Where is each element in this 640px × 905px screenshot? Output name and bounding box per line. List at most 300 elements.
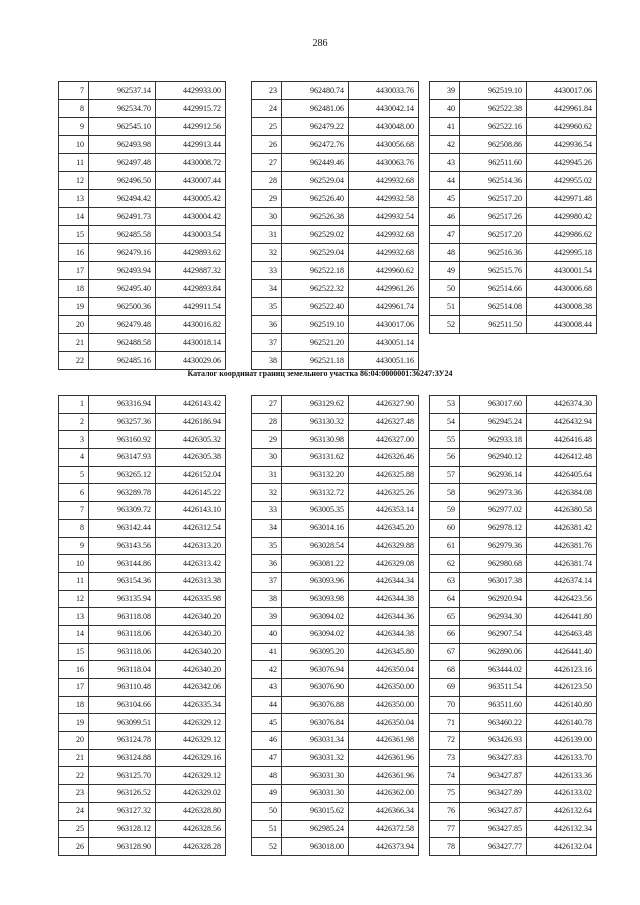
coord-y: 4430017.06: [349, 316, 419, 334]
coord-y: 4426145.22: [156, 484, 226, 502]
coord-x: 962491.73: [89, 208, 156, 226]
point-number: 40: [430, 100, 460, 118]
point-number: 27: [252, 154, 282, 172]
point-number: 47: [430, 226, 460, 244]
point-number: 26: [252, 136, 282, 154]
coord-x: 963076.90: [282, 679, 349, 697]
table-row: [252, 537, 419, 555]
coord-y: 4429961.74: [349, 298, 419, 316]
coord-y: 4426350.00: [349, 696, 419, 714]
coord-x: 962500.36: [89, 298, 156, 316]
table-row: [59, 502, 226, 520]
coord-y: 4426361.96: [349, 749, 419, 767]
coord-x: 962945.24: [460, 413, 527, 431]
coord-y: 4426143.42: [156, 396, 226, 414]
point-number: 12: [59, 172, 89, 190]
coord-y: 4430008.44: [527, 316, 597, 334]
point-number: 33: [252, 502, 282, 520]
table-row: [430, 537, 597, 555]
coord-y: 4426381.42: [527, 519, 597, 537]
point-number: 27: [252, 396, 282, 414]
point-number: 15: [59, 643, 89, 661]
point-number: 59: [430, 502, 460, 520]
coord-x: 963118.06: [89, 643, 156, 661]
point-number: 69: [430, 679, 460, 697]
point-number: 29: [252, 431, 282, 449]
coord-x: 963316.94: [89, 396, 156, 414]
table-row: [430, 449, 597, 467]
table-row: [430, 608, 597, 626]
point-number: 10: [59, 136, 89, 154]
coord-x: 963093.96: [282, 572, 349, 590]
coord-x: 963031.32: [282, 749, 349, 767]
coord-x: 962545.10: [89, 118, 156, 136]
coord-x: 963426.93: [460, 732, 527, 750]
point-number: 39: [252, 608, 282, 626]
table-row: [430, 82, 597, 100]
coord-y: 4426133.02: [527, 785, 597, 803]
point-number: 44: [430, 172, 460, 190]
coord-x: 963511.60: [460, 696, 527, 714]
table-row: [430, 226, 597, 244]
table-row: [252, 82, 419, 100]
coord-y: 4426353.14: [349, 502, 419, 520]
point-number: 13: [59, 608, 89, 626]
table-row: [59, 679, 226, 697]
coord-x: 963132.72: [282, 484, 349, 502]
table-row: [59, 767, 226, 785]
table-row: [430, 625, 597, 643]
coord-x: 963028.54: [282, 537, 349, 555]
point-number: 23: [252, 82, 282, 100]
coord-y: 4426340.20: [156, 608, 226, 626]
coord-y: 4429960.62: [527, 118, 597, 136]
table-row: [430, 431, 597, 449]
point-number: 21: [59, 749, 89, 767]
point-number: 30: [252, 208, 282, 226]
point-number: 68: [430, 661, 460, 679]
table-row: [59, 413, 226, 431]
point-number: 35: [252, 298, 282, 316]
table-row: [59, 172, 226, 190]
coord-y: 4430051.16: [349, 352, 419, 370]
point-number: 34: [252, 519, 282, 537]
coord-y: 4426329.12: [156, 767, 226, 785]
catalog-caption: Каталог координат границ земельного участка 86:04:0000001:36247:ЗУ24: [187, 369, 453, 378]
point-number: 71: [430, 714, 460, 732]
table-row: [59, 643, 226, 661]
coord-x: 962979.36: [460, 537, 527, 555]
table-row: [59, 572, 226, 590]
point-number: 14: [59, 625, 89, 643]
point-number: 77: [430, 820, 460, 838]
table-row: [430, 172, 597, 190]
coord-x: 963031.34: [282, 732, 349, 750]
coord-y: 4429945.26: [527, 154, 597, 172]
coord-y: 4426328.28: [156, 838, 226, 856]
point-number: 67: [430, 643, 460, 661]
coord-y: 4426380.58: [527, 502, 597, 520]
point-number: 18: [59, 696, 89, 714]
coord-y: 4426362.00: [349, 785, 419, 803]
coord-y: 4426374.14: [527, 572, 597, 590]
table-row: [59, 466, 226, 484]
table-row: [252, 590, 419, 608]
coord-x: 962522.16: [460, 118, 527, 136]
coord-y: 4426139.00: [527, 732, 597, 750]
coord-y: 4426140.78: [527, 714, 597, 732]
coord-y: 4426313.20: [156, 537, 226, 555]
coord-y: 4426423.56: [527, 590, 597, 608]
table-row: [252, 608, 419, 626]
point-number: 51: [252, 820, 282, 838]
coord-y: 4430016.82: [156, 316, 226, 334]
coord-y: 4430005.42: [156, 190, 226, 208]
table-row: [59, 352, 226, 370]
coord-x: 962522.38: [460, 100, 527, 118]
table-row: [430, 396, 597, 414]
coord-x: 962511.60: [460, 154, 527, 172]
coord-x: 963125.70: [89, 767, 156, 785]
point-number: 29: [252, 190, 282, 208]
table-row: [430, 661, 597, 679]
coord-x: 962514.08: [460, 298, 527, 316]
table-row: [59, 82, 226, 100]
table-row: [252, 280, 419, 298]
point-number: 37: [252, 572, 282, 590]
coord-y: 4426133.36: [527, 767, 597, 785]
point-number: 70: [430, 696, 460, 714]
coord-y: 4430003.54: [156, 226, 226, 244]
coord-y: 4426335.98: [156, 590, 226, 608]
point-number: 24: [252, 100, 282, 118]
coord-x: 963104.66: [89, 696, 156, 714]
coord-x: 962933.18: [460, 431, 527, 449]
coord-x: 962511.50: [460, 316, 527, 334]
point-number: 42: [252, 661, 282, 679]
coord-y: 4429887.32: [156, 262, 226, 280]
table-row: [430, 280, 597, 298]
coord-x: 963081.22: [282, 555, 349, 573]
coord-table-1-col-a: [58, 81, 226, 370]
coord-y: 4426344.38: [349, 625, 419, 643]
point-number: 34: [252, 280, 282, 298]
coord-x: 963460.22: [460, 714, 527, 732]
coord-x: 963135.94: [89, 590, 156, 608]
coord-y: 4426350.04: [349, 714, 419, 732]
coord-y: 4426345.20: [349, 519, 419, 537]
table-row: [252, 820, 419, 838]
point-number: 58: [430, 484, 460, 502]
coord-y: 4429995.18: [527, 244, 597, 262]
point-number: 12: [59, 590, 89, 608]
table-row: [59, 625, 226, 643]
coord-y: 4430029.06: [156, 352, 226, 370]
coord-x: 962449.46: [282, 154, 349, 172]
coord-x: 962485.16: [89, 352, 156, 370]
coord-x: 962517.26: [460, 208, 527, 226]
table-row: [59, 590, 226, 608]
table-row: [252, 572, 419, 590]
point-number: 56: [430, 449, 460, 467]
table-row: [59, 208, 226, 226]
point-number: 41: [252, 643, 282, 661]
point-number: 42: [430, 136, 460, 154]
coord-x: 963142.44: [89, 519, 156, 537]
coord-x: 962907.54: [460, 625, 527, 643]
coord-x: 963124.88: [89, 749, 156, 767]
coord-x: 963132.20: [282, 466, 349, 484]
coord-x: 962517.20: [460, 190, 527, 208]
table-row: [252, 190, 419, 208]
point-number: 39: [430, 82, 460, 100]
table-row: [252, 100, 419, 118]
point-number: 52: [252, 838, 282, 856]
point-number: 24: [59, 802, 89, 820]
table-row: [252, 208, 419, 226]
point-number: 60: [430, 519, 460, 537]
table-row: [59, 608, 226, 626]
table-row: [430, 643, 597, 661]
coord-y: 4426412.48: [527, 449, 597, 467]
coord-x: 962517.20: [460, 226, 527, 244]
table-row: [430, 244, 597, 262]
coord-x: 963144.86: [89, 555, 156, 573]
coord-y: 4430001.54: [527, 262, 597, 280]
point-number: 5: [59, 466, 89, 484]
point-number: 1: [59, 396, 89, 414]
coord-x: 963095.20: [282, 643, 349, 661]
coord-x: 963511.54: [460, 679, 527, 697]
table-row: [59, 732, 226, 750]
coord-x: 962977.02: [460, 502, 527, 520]
table-row: [252, 352, 419, 370]
coord-x: 962516.36: [460, 244, 527, 262]
table-row: [59, 519, 226, 537]
coord-y: 4426372.58: [349, 820, 419, 838]
table-row: [430, 208, 597, 226]
coord-x: 963118.06: [89, 625, 156, 643]
coord-x: 962521.18: [282, 352, 349, 370]
coord-y: 4429932.54: [349, 208, 419, 226]
table-row: [59, 136, 226, 154]
coord-y: 4426416.48: [527, 431, 597, 449]
coord-x: 963427.87: [460, 802, 527, 820]
point-number: 20: [59, 316, 89, 334]
coord-x: 963076.94: [282, 661, 349, 679]
coord-y: 4429913.44: [156, 136, 226, 154]
coord-y: 4426340.20: [156, 643, 226, 661]
point-number: 17: [59, 262, 89, 280]
point-number: 16: [59, 661, 89, 679]
table-row: [430, 679, 597, 697]
coord-y: 4426305.32: [156, 431, 226, 449]
point-number: 31: [252, 466, 282, 484]
table-row: [252, 661, 419, 679]
coord-x: 962519.10: [460, 82, 527, 100]
point-number: 10: [59, 555, 89, 573]
coord-x: 962479.16: [89, 244, 156, 262]
coord-y: 4426313.38: [156, 572, 226, 590]
point-number: 43: [430, 154, 460, 172]
table-row: [252, 519, 419, 537]
coord-y: 4429980.42: [527, 208, 597, 226]
coord-table-2-col-b: [251, 395, 419, 856]
point-number: 53: [430, 396, 460, 414]
point-number: 49: [252, 785, 282, 803]
point-number: 54: [430, 413, 460, 431]
coord-x: 963005.35: [282, 502, 349, 520]
coord-y: 4426329.88: [349, 537, 419, 555]
table-row: [430, 749, 597, 767]
table-row: [252, 466, 419, 484]
table-row: [430, 502, 597, 520]
table-row: [252, 838, 419, 856]
point-number: 64: [430, 590, 460, 608]
point-number: 28: [252, 172, 282, 190]
table-row: [252, 749, 419, 767]
point-number: 36: [252, 555, 282, 573]
coord-y: 4426143.10: [156, 502, 226, 520]
point-number: 19: [59, 298, 89, 316]
coord-x: 962494.42: [89, 190, 156, 208]
coord-x: 963094.02: [282, 625, 349, 643]
point-number: 4: [59, 449, 89, 467]
coord-x: 962514.66: [460, 280, 527, 298]
coord-x: 962495.40: [89, 280, 156, 298]
coord-x: 963031.30: [282, 767, 349, 785]
table-row: [430, 484, 597, 502]
coord-y: 4429932.68: [349, 226, 419, 244]
coord-x: 962890.06: [460, 643, 527, 661]
point-number: 38: [252, 352, 282, 370]
coord-x: 963427.89: [460, 785, 527, 803]
point-number: 6: [59, 484, 89, 502]
coord-y: 4426373.94: [349, 838, 419, 856]
point-number: 74: [430, 767, 460, 785]
coord-y: 4429936.54: [527, 136, 597, 154]
coord-y: 4426325.26: [349, 484, 419, 502]
coord-x: 962472.76: [282, 136, 349, 154]
coord-x: 962980.68: [460, 555, 527, 573]
coord-y: 4426132.04: [527, 838, 597, 856]
coord-x: 963093.98: [282, 590, 349, 608]
coord-table-1-col-c: [429, 81, 597, 334]
coord-table-2-col-c: [429, 395, 597, 856]
table-row: [252, 785, 419, 803]
table-row: [430, 466, 597, 484]
table-row: [252, 136, 419, 154]
point-number: 38: [252, 590, 282, 608]
coord-x: 963427.85: [460, 820, 527, 838]
coord-x: 963130.32: [282, 413, 349, 431]
coord-x: 963118.08: [89, 608, 156, 626]
coord-y: 4426405.64: [527, 466, 597, 484]
coord-x: 963076.84: [282, 714, 349, 732]
point-number: 65: [430, 608, 460, 626]
coord-x: 962985.24: [282, 820, 349, 838]
coord-y: 4426133.70: [527, 749, 597, 767]
table-row: [252, 298, 419, 316]
coord-y: 4429893.62: [156, 244, 226, 262]
coord-y: 4426327.00: [349, 431, 419, 449]
table-row: [59, 316, 226, 334]
point-number: 40: [252, 625, 282, 643]
table-row: [430, 190, 597, 208]
coord-y: 4430008.72: [156, 154, 226, 172]
table-row: [59, 154, 226, 172]
coord-y: 4426344.38: [349, 590, 419, 608]
coord-y: 4429932.68: [349, 244, 419, 262]
point-number: 41: [430, 118, 460, 136]
coord-y: 4426329.16: [156, 749, 226, 767]
coord-x: 963265.12: [89, 466, 156, 484]
table-row: [252, 625, 419, 643]
table-row: [252, 732, 419, 750]
table-row: [430, 298, 597, 316]
table-row: [252, 643, 419, 661]
point-number: 72: [430, 732, 460, 750]
table-row: [430, 519, 597, 537]
table-row: [430, 555, 597, 573]
point-number: 15: [59, 226, 89, 244]
coord-x: 963094.02: [282, 608, 349, 626]
table-row: [252, 172, 419, 190]
coord-y: 4430018.14: [156, 334, 226, 352]
point-number: 13: [59, 190, 89, 208]
coord-y: 4426344.34: [349, 572, 419, 590]
table-row: [252, 679, 419, 697]
coord-y: 4429932.68: [349, 172, 419, 190]
coord-y: 4426441.80: [527, 608, 597, 626]
coord-y: 4426327.90: [349, 396, 419, 414]
table-row: [430, 136, 597, 154]
point-number: 22: [59, 352, 89, 370]
coord-y: 4426381.76: [527, 537, 597, 555]
coord-x: 963017.38: [460, 572, 527, 590]
table-row: [430, 590, 597, 608]
point-number: 73: [430, 749, 460, 767]
table-row: [252, 767, 419, 785]
coord-y: 4430042.14: [349, 100, 419, 118]
point-number: 48: [430, 244, 460, 262]
point-number: 14: [59, 208, 89, 226]
point-number: 7: [59, 82, 89, 100]
coord-x: 962480.74: [282, 82, 349, 100]
point-number: 18: [59, 280, 89, 298]
point-number: 7: [59, 502, 89, 520]
coord-y: 4429911.54: [156, 298, 226, 316]
coord-y: 4429961.84: [527, 100, 597, 118]
coord-y: 4430048.00: [349, 118, 419, 136]
coord-x: 962529.04: [282, 172, 349, 190]
point-number: 47: [252, 749, 282, 767]
point-number: 19: [59, 714, 89, 732]
table-row: [252, 316, 419, 334]
table-row: [59, 262, 226, 280]
coord-x: 962526.38: [282, 208, 349, 226]
table-row: [59, 334, 226, 352]
coord-y: 4426345.80: [349, 643, 419, 661]
table-row: [59, 396, 226, 414]
coord-y: 4426350.04: [349, 661, 419, 679]
coord-y: 4426328.56: [156, 820, 226, 838]
coord-x: 962529.04: [282, 244, 349, 262]
table-row: [59, 696, 226, 714]
table-row: [430, 154, 597, 172]
coord-x: 963160.92: [89, 431, 156, 449]
coord-x: 962920.94: [460, 590, 527, 608]
